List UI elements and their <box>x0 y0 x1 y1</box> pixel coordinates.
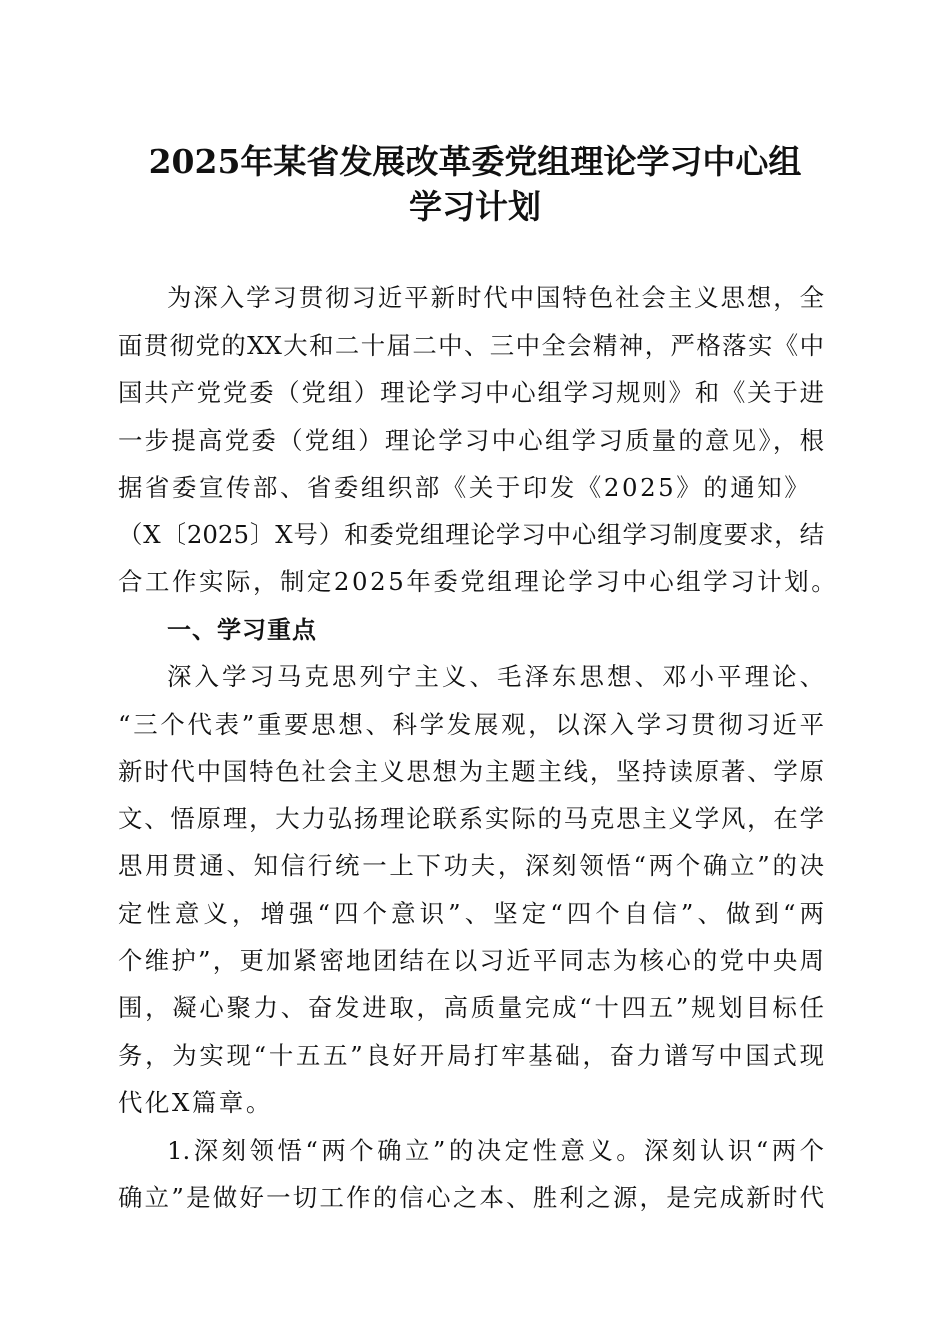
section1-line-7: 个维护”，更加紧密地团结在以习近平同志为核心的党中央周 <box>118 946 824 975</box>
intro-line-7: 合工作实际，制定2025年委党组理论学习中心组学习计划。 <box>118 567 839 596</box>
item1-line-2: 确立”是做好一切工作的信心之本、胜利之源，是完成新时代 <box>118 1183 824 1212</box>
section1-line-8: 围，凝心聚力、奋发进取，高质量完成“十四五”规划目标任 <box>118 993 824 1022</box>
intro-line-3: 国共产党党委（党组）理论学习中心组学习规则》和《关于进 <box>118 378 824 407</box>
intro-line-2: 面贯彻党的XX大和二十届二中、三中全会精神，严格落实《中 <box>118 331 824 360</box>
intro-line-1: 为深入学习贯彻习近平新时代中国特色社会主义思想，全 <box>167 283 824 312</box>
item1-line-1: 1.深刻领悟“两个确立”的决定性意义。深刻认识“两个 <box>167 1136 824 1165</box>
intro-line-4: 一步提高党委（党组）理论学习中心组学习质量的意见》，根 <box>118 426 824 455</box>
section1-line-5: 思用贯通、知信行统一上下功夫，深刻领悟“两个确立”的决 <box>118 851 824 880</box>
section1-line-3: 新时代中国特色社会主义思想为主题主线，坚持读原著、学原 <box>118 757 824 786</box>
section-heading-study-focus: 一、学习重点 <box>167 616 317 644</box>
section1-line-6: 定性意义，增强“四个意识”、坚定“四个自信”、做到“两 <box>118 899 824 928</box>
section1-line-1: 深入学习马克思列宁主义、毛泽东思想、邓小平理论、 <box>167 662 824 691</box>
section1-line-4: 文、悟原理，大力弘扬理论联系实际的马克思主义学风，在学 <box>118 804 824 833</box>
section1-line-9: 务，为实现“十五五”良好开局打牢基础，奋力谱写中国式现 <box>118 1041 824 1070</box>
section1-line-2: “三个代表”重要思想、科学发展观，以深入学习贯彻习近平 <box>118 710 824 739</box>
section1-line-10: 代化X篇章。 <box>118 1088 273 1117</box>
intro-line-5: 据省委宣传部、省委组织部《关于印发《2025》的通知》 <box>118 473 812 502</box>
document-title-line-2: 学习计划 <box>409 187 541 226</box>
intro-line-6: （X〔2025〕X号）和委党组理论学习中心组学习制度要求，结 <box>118 520 824 549</box>
document-title-line-1: 2025年某省发展改革委党组理论学习中心组 <box>148 142 802 181</box>
